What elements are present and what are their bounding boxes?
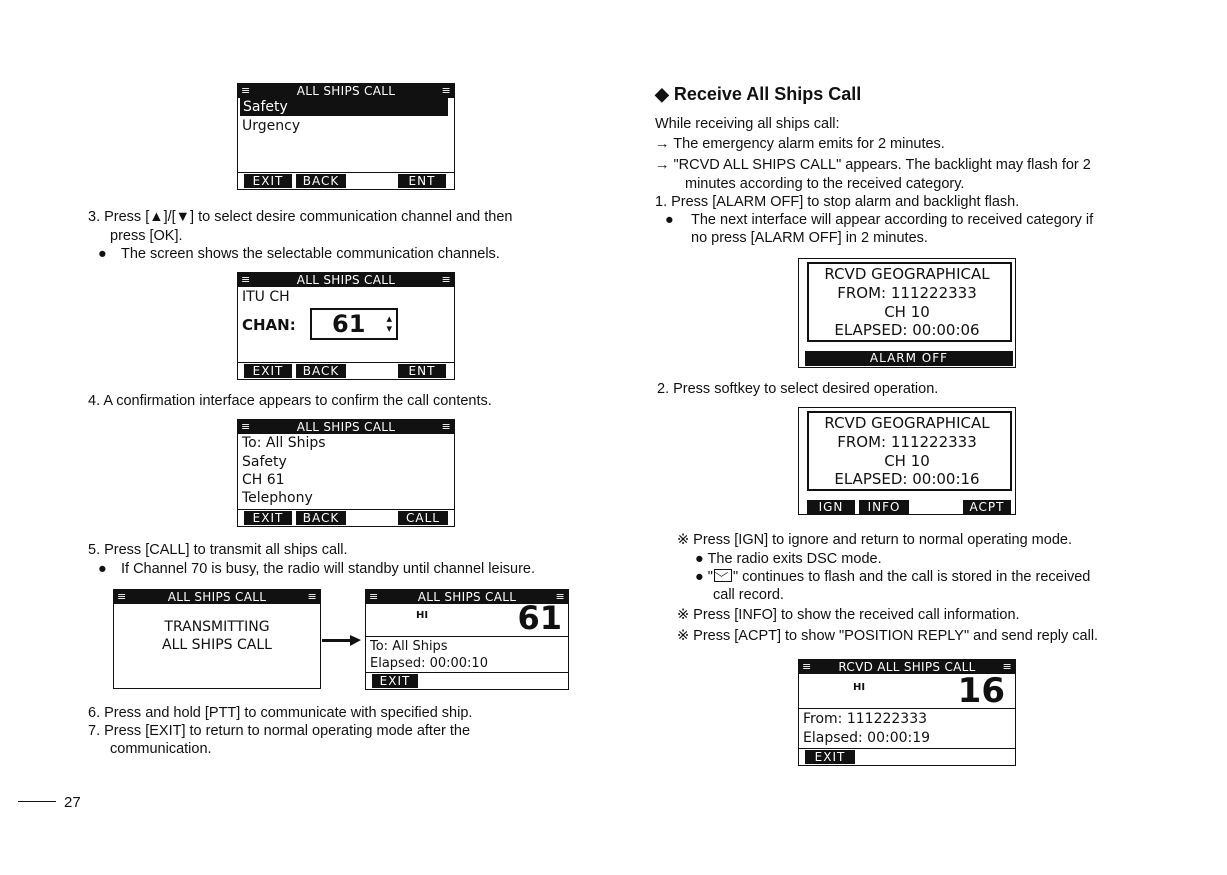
softkey-exit: EXIT: [372, 674, 418, 688]
step-3: 3. Press [▲]/[▼] to select desire communication channel and then: [88, 209, 513, 225]
section-heading: ◆ Receive All Ships Call: [655, 84, 862, 104]
lcd-title: ALL SHIPS CALL: [417, 590, 517, 604]
softkey-exit: EXIT: [805, 750, 855, 764]
softkey-bar: [238, 362, 454, 379]
arrow-item-2: → "RCVD ALL SHIPS CALL" appears. The backlight may flash for 2: [655, 157, 1091, 173]
lcd-screen-received: [798, 407, 1016, 515]
menu-icon: ≡: [441, 273, 451, 286]
call-elapsed: Elapsed: 00:00:10: [370, 656, 488, 671]
softkey-bar: [366, 672, 568, 689]
step-2: 2. Press softkey to select desired operation.: [657, 381, 939, 397]
softkey-bar: [799, 748, 1015, 765]
confirm-mode: Telephony: [242, 490, 313, 506]
lcd-title: ALL SHIPS CALL: [296, 420, 396, 434]
note-acpt: ※ Press [ACPT] to show "POSITION REPLY" and send reply call.: [677, 628, 1099, 644]
step-1-bullet: The next interface will appear according to received category if: [691, 212, 1094, 228]
menu-item-safety: Safety: [240, 98, 448, 116]
softkey-back: BACK: [296, 174, 346, 188]
note-ign-bullet-1: ● The radio exits DSC mode.: [695, 551, 882, 567]
menu-icon: ≡: [307, 590, 317, 603]
step-1-bullet-cont: no press [ALARM OFF] in 2 minutes.: [691, 230, 928, 246]
confirm-category: Safety: [242, 454, 287, 470]
menu-item-urgency: Urgency: [242, 118, 301, 134]
power-hi-label: HI: [416, 610, 429, 621]
lcd-screen-confirm: [237, 419, 455, 527]
note-ign: ※ Press [IGN] to ignore and return to normal operating mode.: [677, 532, 1072, 548]
bullet-dot: ●: [98, 246, 107, 262]
transmitting-line-1: TRANSMITTING: [164, 619, 270, 635]
lcd-title: RCVD ALL SHIPS CALL: [838, 660, 976, 674]
step-5-bullet: If Channel 70 is busy, the radio will standby until channel leisure.: [121, 561, 536, 577]
note-ign-bullet-2: [695, 568, 1090, 586]
note-ign-bullet-2-cont: call record.: [713, 587, 784, 603]
lcd-screen-channel: [237, 272, 455, 380]
lcd-screen-call-in-progress: [365, 589, 569, 690]
step-5: 5. Press [CALL] to transmit all ships call.: [88, 542, 348, 558]
softkey-alarm-off: ALARM OFF: [805, 351, 1013, 366]
lcd-title-bar: [238, 273, 454, 287]
divider: [799, 708, 1015, 709]
divider: [366, 636, 568, 637]
softkey-bar: [238, 509, 454, 526]
softkey-exit: EXIT: [244, 174, 292, 188]
menu-icon: ≡: [241, 84, 251, 97]
softkey-back: BACK: [296, 364, 346, 378]
menu-icon: ≡: [555, 590, 565, 603]
softkey-info: INFO: [859, 500, 909, 514]
lcd-title: ALL SHIPS CALL: [296, 84, 396, 98]
power-hi-label: HI: [853, 682, 866, 693]
softkey-acpt: ACPT: [963, 500, 1011, 514]
transmitting-line-2: ALL SHIPS CALL: [162, 637, 272, 653]
channel-number: 61: [517, 599, 562, 637]
page-number: 27: [64, 794, 81, 811]
lcd-screen-alarm: [798, 258, 1016, 368]
step-6: 6. Press and hold [PTT] to communicate with specified ship.: [88, 705, 473, 721]
up-down-icon: ▴ ▾: [386, 312, 392, 335]
menu-icon: ≡: [441, 84, 451, 97]
bullet-dot: ●: [665, 212, 674, 228]
step-1: 1. Press [ALARM OFF] to stop alarm and backlight flash.: [655, 194, 1020, 210]
right-arrow-icon: [322, 636, 362, 646]
softkey-ign: IGN: [807, 500, 855, 514]
softkey-ent: ENT: [398, 174, 446, 188]
menu-icon: ≡: [241, 420, 251, 433]
rcvd-line-4: ELAPSED: 00:00:06: [834, 321, 980, 339]
lcd-title-bar: [238, 84, 454, 98]
softkey-exit: EXIT: [244, 364, 292, 378]
rcvd-line-1: RCVD GEOGRAPHICAL: [824, 265, 990, 283]
menu-icon: ≡: [441, 420, 451, 433]
chan-label: CHAN:: [242, 316, 296, 334]
arrow-item-2-cont: minutes according to the received category.: [685, 176, 965, 192]
rcvd-from: From: 111222333: [803, 711, 928, 727]
lcd-title: ALL SHIPS CALL: [296, 273, 396, 287]
note-ign-bullet-2-end: " continues to flash and the call is stored in the received: [732, 569, 1091, 585]
lcd-title-bar: [114, 590, 320, 604]
confirm-channel: CH 61: [242, 472, 285, 488]
step-7-cont: communication.: [110, 741, 212, 757]
rcvd-line-2: FROM: 111222333: [837, 284, 977, 302]
note-info: ※ Press [INFO] to show the received call information.: [677, 607, 1020, 623]
channel-number: 16: [957, 671, 1005, 711]
arrow-item-1: → The emergency alarm emits for 2 minutes.: [655, 136, 945, 152]
lcd-title: ALL SHIPS CALL: [167, 590, 267, 604]
channel-box: [310, 308, 398, 340]
rcvd-line-3: CH 10: [884, 303, 930, 321]
rcvd-elapsed: Elapsed: 00:00:19: [803, 730, 931, 746]
intro-text: While receiving all ships call:: [655, 116, 840, 132]
rcvd-line-3: CH 10: [884, 452, 930, 470]
step-3-cont: press [OK].: [110, 228, 183, 244]
lcd-screen-menu: [237, 83, 455, 190]
itu-ch-label: ITU CH: [242, 289, 290, 305]
softkey-ent: ENT: [398, 364, 446, 378]
menu-icon: ≡: [241, 273, 251, 286]
step-3-bullet: The screen shows the selectable communication channels.: [121, 246, 500, 262]
softkey-call: CALL: [398, 511, 448, 525]
softkey-exit: EXIT: [244, 511, 292, 525]
lcd-screen-rcvd-all-ships: [798, 659, 1016, 766]
menu-icon: ≡: [1002, 660, 1012, 673]
step-4: 4. A confirmation interface appears to confirm the call contents.: [88, 393, 492, 409]
softkey-back: BACK: [296, 511, 346, 525]
softkey-bar: [238, 172, 454, 189]
rcvd-line-4: ELAPSED: 00:00:16: [834, 470, 980, 488]
lcd-screen-transmitting: [113, 589, 321, 689]
rcvd-line-2: FROM: 111222333: [837, 433, 977, 451]
channel-value: 61: [332, 310, 366, 338]
menu-icon: ≡: [802, 660, 812, 673]
bullet-dot: ●: [98, 561, 107, 577]
rcvd-line-1: RCVD GEOGRAPHICAL: [824, 414, 990, 432]
page-number-rule: [18, 801, 56, 802]
confirm-to: To: All Ships: [242, 435, 326, 451]
lcd-title-bar: [238, 420, 454, 434]
call-to: To: All Ships: [370, 639, 448, 654]
step-7: 7. Press [EXIT] to return to normal operating mode after the: [88, 723, 471, 739]
note-ign-bullet-2-start: ● ": [695, 569, 713, 585]
envelope-icon: [714, 569, 732, 582]
menu-icon: ≡: [117, 590, 127, 603]
menu-icon: ≡: [369, 590, 379, 603]
